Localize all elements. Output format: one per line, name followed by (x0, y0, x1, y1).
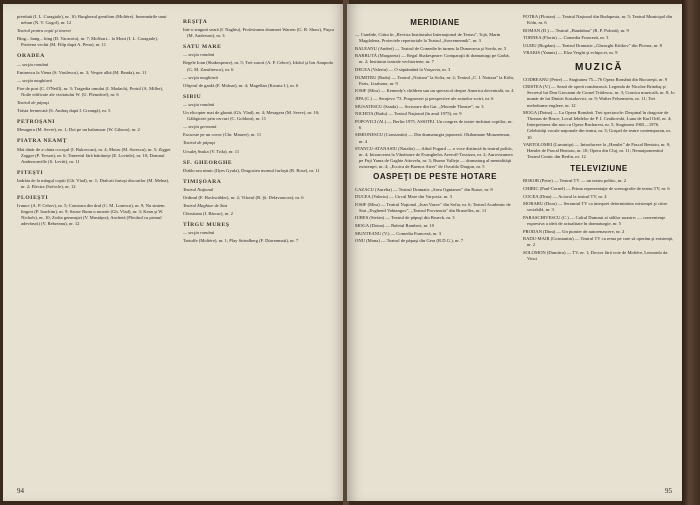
entry: Intr-o singură seară (I. Naghiu), Profesiunea doamnei Warren (G. B. Shaw), Puşca (M. Anderson), nr. 3 (183, 27, 335, 39)
city-heading: SF. GHEORGHE (183, 159, 233, 166)
city-heading: PETROŞANI (17, 119, 56, 126)
entry: Ofiţerul de gardă (F. Molnar), nr. 4; Magellan (Kosnia I.), nr. 6 (183, 82, 299, 88)
entry: ULMU (Bogdan) — Teatrul Dramatic „Gheorghi Kittkov" din Plovna, nr. 8 (523, 42, 662, 48)
entry: MOGA (Doina) — Baletul Rambert, nr. 10 (355, 223, 435, 229)
left-page (3, 4, 345, 501)
city-heading: TÎRGU MUREŞ (183, 222, 230, 229)
meridiane-entries (355, 32, 515, 170)
entry: RADU-MAIR (Constantin) — Teatrul TV ca rema pe care să operăm şi existenţă, nr. 2 (523, 236, 674, 248)
section-subheading: — secţia maghiară (183, 74, 218, 80)
entry: PRODAN (Dinu) — Un pionier de autorenascere, nr. 2 (523, 228, 625, 234)
entry: COCEA (Dina) — Actorul la teatrul TV, nr. 4 (523, 193, 607, 199)
entry: SOLOMON (Dumitru) — TV, nr. 1; Doctor fără voie de Molière, Leonardo da Vinci (523, 249, 668, 261)
entry: Indrăta de la mărgul copiii (Gh. Vlad), nr. 1; Dialorii furioşi discurilor (M. Melna), nr. 2; Electra (Sofocle), nr. 12 (17, 177, 170, 189)
entry: JIPA (C.) — Serajevo '73. Prognoseri şi perspective ale actuelor scriri, nr. 6 (355, 95, 494, 101)
section-subheading: — secţia română (17, 61, 49, 67)
entry: Mesagera (M. Sevre), nr. 1; Doi pe un balansoar (W. Gibson), nr. 2 (17, 127, 140, 133)
entry: Ursuleţ Suska (V. Trila), nr. 11 (183, 148, 240, 154)
entry: DUMITRU (Radu) — Teatrul „Nottara" la Sofia, nr. 2; Teatrul „C. I. Nottara" la Köln, Paris, Lisabona, nr. 9 (355, 74, 514, 86)
entry: Mai tânăr de a cânta cocoşul (I. Bukovcan), nr. 4; Motru (M. Sorescu), nr. 5; Zigger Zagger (P. Terson), nr. 6; Tineretul fără bătrâneţe (E. Lovinle), nr. 10; Domnul Andersonville (S. Levitt), nr. 11 (17, 146, 171, 164)
entry: ONU (Mona) — Teatrul de păpuşi din Gera (R.D.G.), nr. 7 (355, 238, 464, 244)
section-subheading: Teatrul de păpuşi (17, 100, 49, 106)
section-subheading: — secţia română (183, 52, 215, 58)
entry: MUNTEANU (V.) — Comedia Franceză, nr. 3 (355, 230, 442, 236)
page-number-right: 95 (665, 487, 672, 495)
entry: MOGA (Doina) — La Opera Română. Trei spectacole: Despinal în dragoste de Thomas de Bruce, Locul Iebdelor de P. I. Ceaikovski, Luna de Karl Orff, nr. 4; Interpretarea din nou cu Opera Bucharest, nr. 5; Stagiunea 1965—1976. Celebrităţi vocale naţionale din teatru, nr. 3; Gospel de teatre contemporan, nr. 10 (523, 110, 672, 140)
entry: Chirstiana (I. Bărcur), nr. 2 (183, 211, 233, 217)
entry: VRAKIS (Yannis) — Elza Verghi şi echipa ei, nr. 9 (523, 50, 618, 56)
entry: BARBUTĂ (Margareta) — Regal Shakespeare: Comparaţii di dramaturgi pe Garbă, nr. 2; Institutui teatrale vechioriene, nr. 7 (355, 53, 510, 65)
section-subheading: — secţia germană (183, 124, 217, 130)
city-heading: TIMIŞOARA (183, 178, 222, 185)
oaspeti-entries (355, 187, 515, 245)
entry: BOKOR (Petre) — Teatrul TV — un teatru politic, nr. 2 (523, 178, 627, 184)
entry: Tartuffe (Molière), nr. 1; Play Strindberg (F. Dürrenmatt), nr. 7 (183, 238, 299, 244)
entry: Ivanov (A. P. Cehov), nr. 5; Comoara din drul (C. M. Lonescu), nr. 9; Nu sintem lingori (P. Ioachim), nr. 9; Sztaw Bunu u moarte (Gh. Vlad), nr. 3; Kean şi W. Nichols), nr. 10; Zodia generaţiei (V. Mustăţea); Anchetă (Plecând cu primul adevăruri) (V. Rebreanu), nr. 12 (17, 203, 165, 227)
city-heading: REŞIŢA (183, 19, 208, 25)
section-subheading: Teatrul pentru copii şi tineret (17, 28, 71, 34)
section-subheading: Teatrul Naţional (183, 186, 214, 192)
section-title-muzica: MUZICĂ (575, 61, 623, 73)
section-title-oaspeti: OASPEŢI DE PESTE HOTARE (373, 172, 497, 182)
entry: TORNEA (Florin) — Comedia Franceză, nr. 3 (523, 35, 609, 41)
section-subheading: — secţia maghiară (17, 77, 52, 83)
entry: pierdută (I. L. Caragiale), nr. 10; Burghezul gentilom (Molière). Insemnările unui nebun (N. V. Gogol), nr. 12 (17, 14, 167, 26)
entry: NICHITA (Radu) — Teatrul Naţional (în anul 1975), nr. 9 (355, 111, 462, 117)
meridiane-cont-entries (523, 14, 675, 57)
entry: CODREANU (Petre) — Stagiunea 75—76 Opera Română din Bucureşti, nr. 9 (523, 76, 668, 82)
section-subheading: Teatrul Maghiar de Stat (183, 203, 228, 209)
entry: DUCEA (Valeriu) — Circul Mare din Varşovia, nr. 3 (355, 194, 452, 200)
section-title-meridiane: MERIDIANE (410, 18, 460, 27)
entry: Excursie pe un covor (Chr. Maurer), nr. 11 (183, 132, 262, 138)
right-page (347, 4, 682, 501)
city-heading: PLOIEŞTI (17, 195, 49, 202)
entry: ROMAN (D.) — Teatrul „Bandabaa" (R. P. Polonă), nr. 9 (523, 27, 629, 33)
section-title-televiziune: TELEVIZIUNE (570, 164, 628, 174)
book-cover-edge (682, 0, 700, 505)
entry: MORARU (Doru) — Seriantul TV ca interpret determinăria existenţei şi citire sociabilă, nr. 3 (523, 201, 668, 213)
televiziune-entries (523, 178, 675, 262)
entry: STANCU-ATANASIU (Natalia) — Athol Fugard — o voce distinctă în teatrul politic, nr. 4; Intoarcerea la Vânătoare de Evanghelos Averoff-Tossizza, nr. 2; Aurovizumea pe Fuji Yama de Gaghie Attovelu, nr. 3; Bueno Vallejo — dramaturg al mentalităţii existenţei, nr. 4; „Ecoica de Buenos Aires" de Osvaldo Dragun, nr. 5 (355, 146, 514, 170)
left-column-2 (183, 14, 335, 246)
entry: IURES (Stefan) — Teatrul de păpuşi din Brueck, nr. 3 (355, 215, 455, 221)
entry: Eminescu la Viena (S. Vasilescu), nr. 3; Vespie albă (M. Beuda), nr. 11 (17, 69, 147, 75)
city-heading: SIBIU (183, 93, 202, 100)
city-heading: PITEŞTI (17, 169, 44, 176)
entry: CRISTEA (V.) — Seară de operă românească. Legenda de Nicolae Brinduş şi Secretul lui Don Giovanni de Cornel Trăilescu, nr. 3; Cronica muzicală, nr. 8; Jo număr de lui Dmitri Sostakovici, nr. 9; Walter Felsenstein, nr. 11; Trei melodrame engleze, nr. 12 (523, 84, 675, 108)
entry: IOSIF (Mira) — Kennedy's children sau un spectacol despre America decentrală, nr. 4 (355, 88, 514, 94)
entry: Fire de pori (C. O'Neill), nr. 3; Tragedia omului (I. Madach), Portul (A. Miller), Noile edificate ale vizitatului W. (U. Plenzdorf), nr. 6 (17, 85, 164, 97)
entry: IOSIF (Mira) — Teatrul Naţional „Ivan Vazov" din Sofia, nr. 6; Teatrul Academic de Stat „Evghenil Vahtangov", „Teatrul Provizoria" din Bruxelles, nr. 11 (355, 201, 511, 213)
entry: MUSATESCU (Sanda) — Scrisoare din Gat. „Moonde Theatre", nr. 3 (355, 103, 484, 109)
entry: VARTOLOMEI (Luminiţa) — Introducere la „Hamlet" de Pascal Bentoiu, nr. 9; Hamlet de Pascal Bentoiu, nr. 10; Opera din Cluj, nr. 11; Nemaipomenitul Teatrul Comic din Berlin, nr. 12 (523, 142, 671, 160)
section-subheading: — secţia română (183, 230, 215, 236)
section-subheading: — secţia română (183, 101, 215, 107)
city-heading: PIATRA NEAMŢ (17, 138, 68, 145)
right-column-1 (355, 14, 515, 246)
section-subheading: Teatrul de păpuşi (183, 140, 215, 146)
muzica-entries (523, 77, 675, 161)
entry: POTRA (Florian) — Teatrul Naţional din Budapesta, nr. 5; Teatrul Municipal din Köln, nr. 6 (523, 14, 673, 26)
entry: — Candide, Citim în „Revista Institutului Internaţional de Teatru", Tojă, Marin Magdalena, Proiectele repertoriale la Teatrul „Sovremennik", nr. 3 (355, 32, 501, 44)
entry: POPOVICI (Al.) — Berlin 1975. ASSITEJ. Un congres de teatre inchinat copiilor, nr. 6 (355, 118, 513, 130)
entry: CAZACU (Aurelia) — Teatrul Dramatic „Sava Ognianov" din Russe, nr. 8 (355, 186, 493, 192)
entry: SIMIONESCU (Constantin) — Din dramaturgia japoneză. Okihamane Monzaemon, nr. 4 (355, 132, 511, 144)
entry: Ordinul (F. Hochwälder), nr. 2; Viforul (B. Şt. Delavrancea), nr. 6 (183, 194, 304, 200)
entry: BALEANU (Andrei) — Teatrul de Comedie în turneu la Dunavarsa şi Sorda, nr. 5 (355, 45, 507, 51)
entry: PARASCHIVESCU (C.) — Cultul Dumnui ai sălilor noastre; — convenienţe expresiva a ideii de actualitate în dramaturgie, nr. 5 (523, 214, 666, 227)
entry: Trăsta fermecată (S. Andraş după I. Creangă), nr. 5 (17, 108, 111, 114)
entry: DECEA (Valeriu) — O săptămână la Varşovia, nr. 3 (355, 67, 451, 73)
entry: Un elicopter mai de glumit (Gh. Vlad), nr. 4; Mesagera (M. Sevre), nr. 10; Gălăgiorie prin cercuri (C. Goldoni), nr. 11 (183, 110, 320, 122)
entry: Dublu sau nimic (Ilyes Gyula), Dragostea momul furloşti (R. Rose), nr. 11 (183, 167, 320, 173)
city-heading: SATU MARE (183, 44, 222, 51)
right-column-2 (523, 14, 675, 264)
entry: Bing... bang... bing (D. Vacaroiu), nr. 7; Molfsari... la Moni (I. L. Caragiale), Prietena vechii (M. Filip după A. Penu), nr. 11 (17, 36, 158, 48)
entry: CHIRIC (Paul-Cornel) — Prima reprezentaţie de scenografie de teatru TV, nr. 6 (523, 186, 670, 192)
entry: Regele Ioan (Shakespeare), nr. 5; Trei surori (A. P. Cehov), Idolul şi Ion Anapoda (G. M. Zamfirescu), nr. 6 (183, 60, 333, 72)
left-column-1 (17, 14, 172, 229)
city-heading: ORADEA (17, 53, 45, 60)
page-number-left: 94 (17, 487, 24, 495)
